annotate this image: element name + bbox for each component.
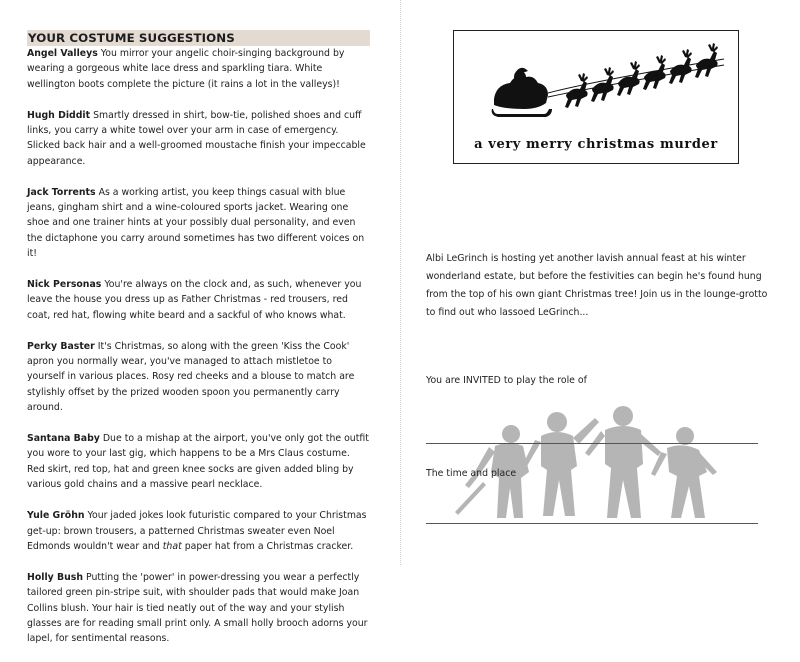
role-label: You are INVITED to play the role of [426, 375, 587, 386]
costume-angel-valleys [27, 46, 370, 92]
logo-title: a very merry christmas murder [474, 137, 718, 152]
costume-heading: YOUR COSTUME SUGGESTIONS [27, 30, 370, 46]
costume-description-emphasis: that [162, 540, 182, 552]
costume-description-end: paper hat from a Christmas cracker. [181, 540, 354, 552]
character-name: Nick Personas [27, 279, 102, 291]
character-name: Perky Baster [27, 340, 95, 352]
costume-description: You mirror your angelic choir-singing background by wearing a gorgeous white lace dress and sparkling tiara. White wellington boots complete the picture (it rains a lot in the valleys)! [27, 48, 345, 90]
character-name: Angel Valleys [27, 48, 98, 59]
costume-description: Smartly dressed in shirt, bow-tie, polished shoes and cuff links, you carry a white towel over your arm in case of emergency. Slicked back hair and a well-groomed moustache finish your impeccable appearance. [27, 109, 366, 167]
character-name: Hugh Diddit [27, 109, 91, 121]
character-name: Santana Baby [27, 433, 100, 445]
costume-holly-bush [27, 570, 370, 647]
costume-yule-grohn [27, 508, 370, 554]
character-name: Holly Bush [27, 571, 83, 583]
invitation-intro: Albi LeGrinch is hosting yet another lavish annual feast at his winter wonderland estate, but before the festivities can begin he's found hung from the top of his own giant Christmas tree! Join us in the lounge-grotto to find out who lassoed LeGrinch... [426, 253, 768, 318]
costume-jack-torrents [27, 185, 370, 262]
time-place-fill-line[interactable] [426, 523, 758, 524]
costume-description: It's Christmas, so along with the green 'Kiss the Cook' apron you normally wear, you've managed to attach mistletoe to yourself in various places. Rosy red cheeks and a blouse to match are stylishly offset by the prized wooden spoon you permanently carry around. [27, 340, 355, 414]
costume-description: As a working artist, you keep things casual with blue jeans, gingham shirt and a wine-coloured sports jacket. Wearing one shoe and one trainer hints at your possibly dual personality, and even the dictaphone you carry around sometimes has two different voices on it! [27, 186, 365, 260]
costume-santana-baby [27, 431, 370, 493]
fighting-figures-silhouette-icon [455, 402, 755, 524]
costume-description: Your jaded jokes look futuristic compared to your Christmas get-up: brown trousers, a patterned Christmas sweater even Noel Edmonds wouldn't wear and [27, 510, 367, 552]
title-logo-box [453, 30, 739, 164]
costume-nick-personas [27, 277, 370, 323]
character-name: Yule Gröhn [27, 510, 85, 522]
page-fold-line [400, 0, 401, 565]
costume-description: Putting the 'power' in power-dressing you wear a perfectly tailored green pin-stripe suit, with shoulder pads that would make Joan Collins blush. Your hair is tied neatly out of the way and your stylish glasses are for reading small print only. A small holly brooch adorns your lapel, for sentimental reasons. [27, 571, 368, 645]
character-name: Jack Torrents [27, 186, 96, 198]
costume-suggestions-panel [27, 30, 370, 662]
time-place-label: The time and place [426, 468, 517, 479]
costume-description: Due to a mishap at the airport, you've only got the outfit you wore to your last gig, which happens to be a Mrs Claus costume. Red skirt, red top, hat and green knee socks are given added bling by various gold chains and a massive pearl necklace. [27, 433, 369, 491]
costume-perky-baster [27, 339, 370, 416]
costume-hugh-diddit [27, 108, 370, 170]
role-fill-line[interactable] [426, 443, 758, 444]
costume-description: You're always on the clock and, as such, whenever you leave the house you dress up as Father Christmas - red trousers, red coat, red hat, flowing white beard and a sackful of who knows what. [27, 279, 362, 321]
